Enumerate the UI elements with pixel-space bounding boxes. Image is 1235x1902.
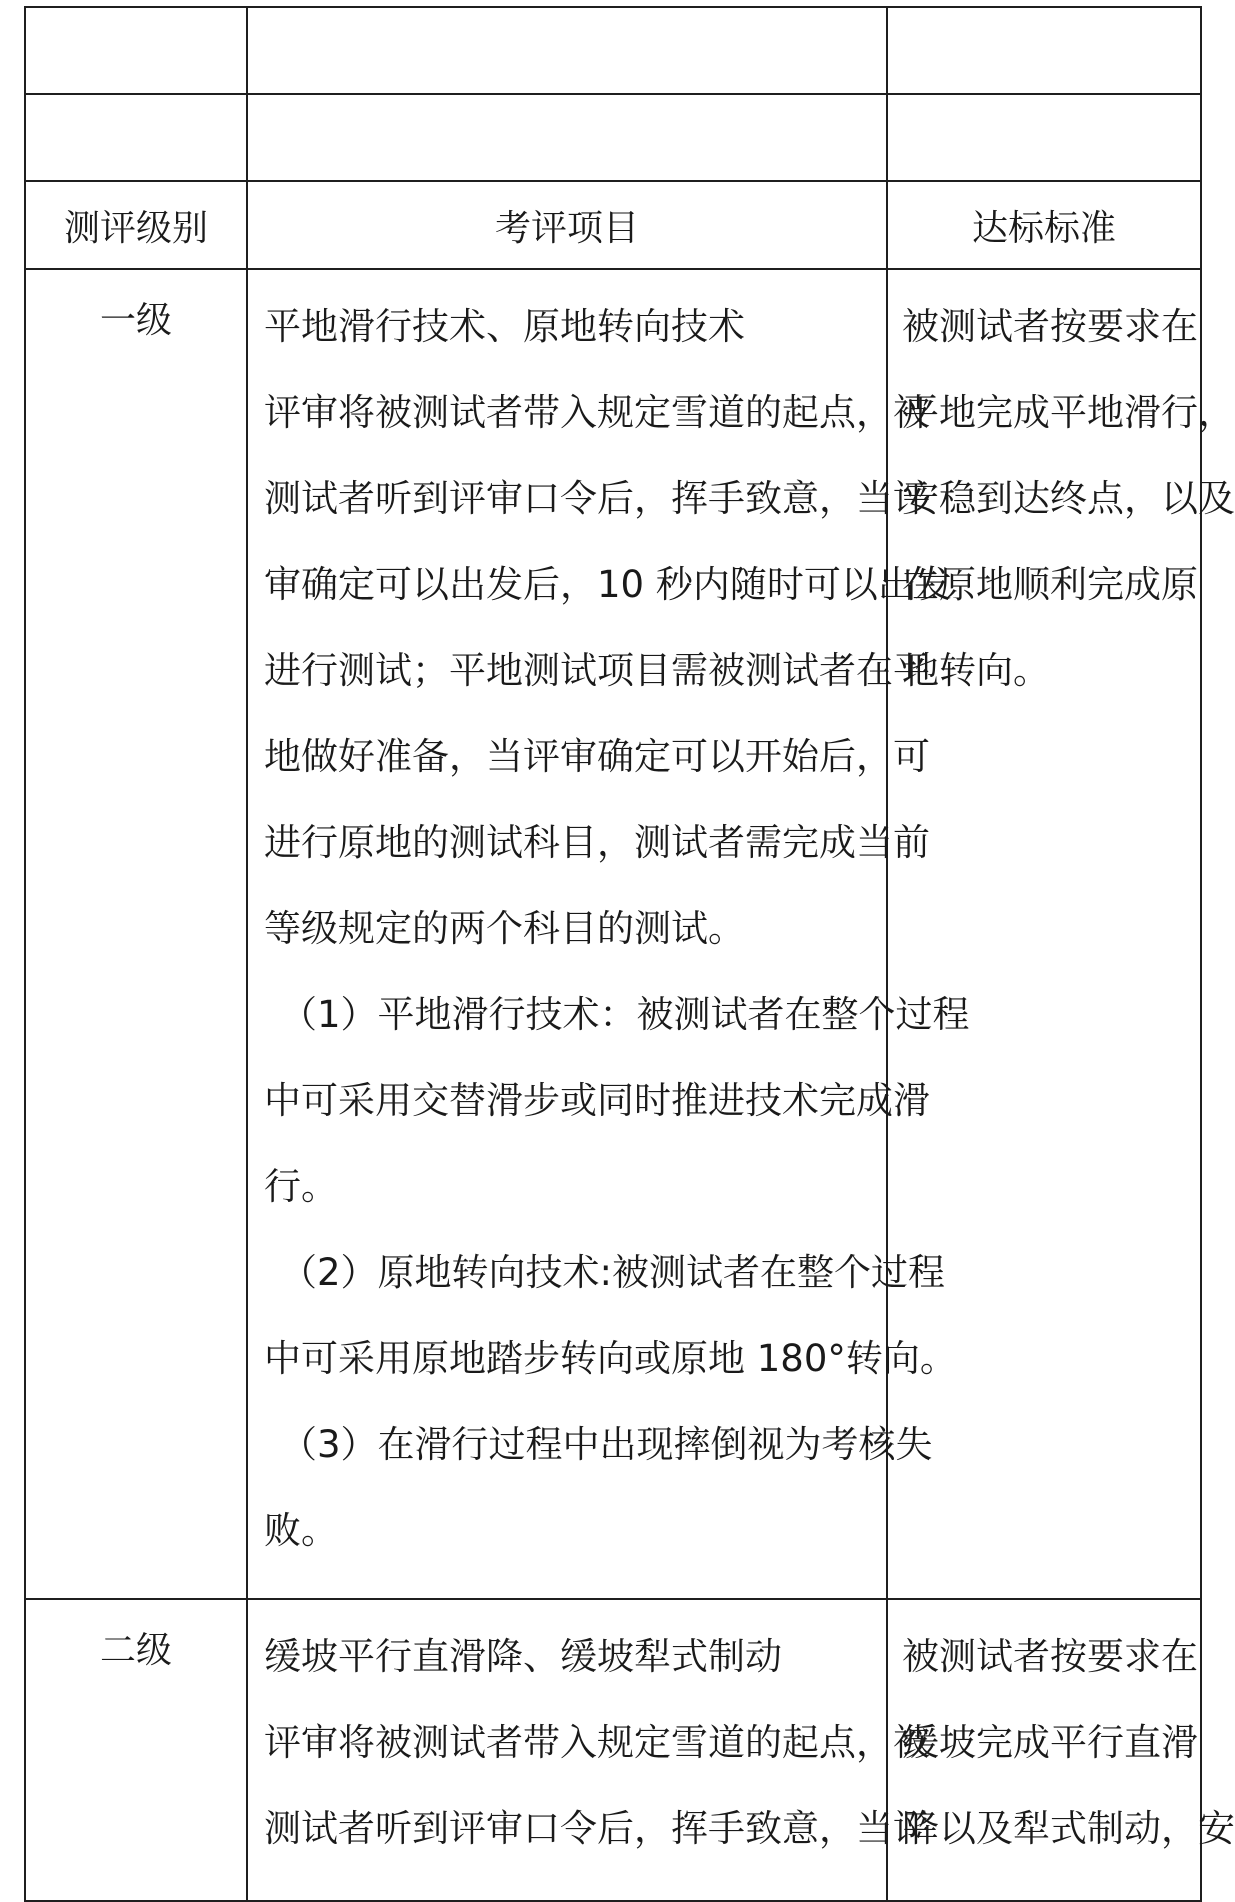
standard-text-line: 在原地顺利完成原 (902, 563, 1198, 606)
item-text-line: 测试者听到评审口令后，挥手致意，当评 (264, 477, 930, 520)
item-text-line: 败。 (264, 1509, 338, 1552)
blank-cell (887, 7, 1201, 94)
assessment-table (24, 6, 1235, 1902)
level-cell: 二级 (25, 1599, 247, 1901)
standard-text-line: 平地完成平地滑行， (902, 391, 1235, 434)
table-row (25, 1599, 1201, 1901)
blank-cell (25, 94, 247, 181)
item-title: 平地滑行技术、原地转向技术 (264, 305, 745, 348)
item-text-line: （2）原地转向技术:被测试者在整个过程 (280, 1251, 946, 1294)
item-text-line: 等级规定的两个科目的测试。 (264, 907, 745, 950)
item-text-line: 地做好准备，当评审确定可以开始后，可 (264, 735, 930, 778)
item-cell (247, 269, 970, 1599)
standard-cell (887, 269, 1235, 1599)
standard-cell (887, 1599, 1235, 1901)
blank-cell (247, 7, 887, 94)
header-level: 测评级别 (25, 181, 247, 269)
header-standard: 达标标准 (887, 181, 1201, 269)
standard-text-line: 被测试者按要求在 (902, 305, 1198, 348)
blank-row (25, 94, 1201, 181)
level-cell: 一级 (25, 269, 247, 1599)
item-text-line: 进行测试；平地测试项目需被测试者在平 (264, 649, 930, 692)
item-text-line: 测试者听到评审口令后，挥手致意，当评 (264, 1807, 930, 1850)
table-row (25, 269, 1201, 1599)
blank-cell (25, 7, 247, 94)
standard-text-line: 降以及犁式制动，安 (902, 1807, 1235, 1850)
item-text-line: 审确定可以出发后，10 秒内随时可以出发 (264, 563, 952, 606)
item-text-line: 中可采用原地踏步转向或原地 180°转向。 (264, 1337, 957, 1380)
item-text-line: 中可采用交替滑步或同时推进技术完成滑 (264, 1079, 930, 1122)
standard-text-line: 被测试者按要求在 (902, 1635, 1198, 1678)
item-title: 缓坡平行直滑降、缓坡犁式制动 (264, 1635, 782, 1678)
header-row (25, 181, 1201, 269)
item-cell (247, 1599, 930, 1901)
blank-cell (247, 94, 887, 181)
header-item: 考评项目 (247, 181, 887, 269)
item-text-line: 评审将被测试者带入规定雪道的起点，被 (264, 391, 930, 434)
item-text-line: 进行原地的测试科目，测试者需完成当前 (264, 821, 930, 864)
item-text-line: 评审将被测试者带入规定雪道的起点，被 (264, 1721, 930, 1764)
item-text-line: （3）在滑行过程中出现摔倒视为考核失 (280, 1423, 933, 1466)
blank-row (25, 7, 1201, 94)
item-text-line: 行。 (264, 1165, 338, 1208)
standard-text-line: 缓坡完成平行直滑 (902, 1721, 1198, 1764)
standard-text-line: 地转向。 (902, 649, 1050, 692)
blank-cell (887, 94, 1201, 181)
standard-text-line: 安稳到达终点，以及 (902, 477, 1235, 520)
item-text-line: （1）平地滑行技术：被测试者在整个过程 (280, 993, 970, 1036)
